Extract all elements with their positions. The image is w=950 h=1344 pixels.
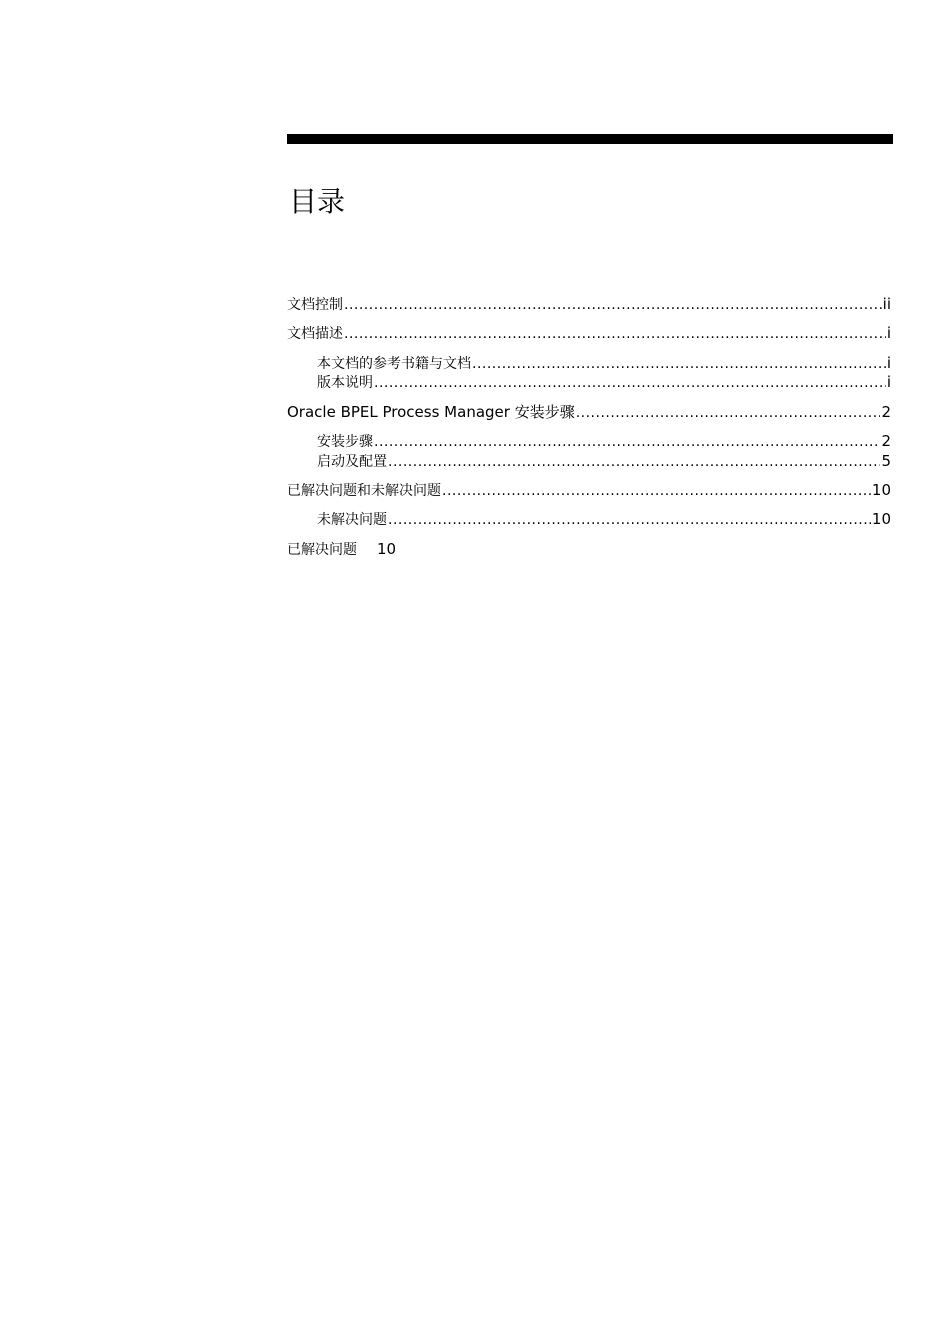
toc-entry-label: 安装步骤 bbox=[317, 434, 373, 450]
toc-leader-dots bbox=[374, 373, 886, 393]
toc-page-number: i bbox=[886, 324, 891, 342]
toc-entry-reference-books[interactable] bbox=[317, 353, 891, 373]
toc-entry-resolved-unresolved-issues[interactable] bbox=[287, 480, 891, 500]
toc-entry-document-description[interactable] bbox=[287, 323, 891, 343]
toc-page-number: i bbox=[886, 373, 891, 391]
toc-entry-startup-config[interactable] bbox=[317, 451, 891, 471]
toc-leader-dots bbox=[344, 324, 886, 344]
toc-entry-label: 已解决问题和未解决问题 bbox=[287, 483, 441, 499]
toc-leader-dots bbox=[388, 452, 880, 472]
toc-entry-install-steps[interactable] bbox=[317, 431, 891, 451]
toc-leader-dots bbox=[344, 295, 882, 315]
toc-entry-label: 文档控制 bbox=[287, 297, 343, 313]
header-rule bbox=[287, 134, 893, 144]
toc-entry-version-notes[interactable] bbox=[317, 372, 891, 392]
toc-entry-label: 启动及配置 bbox=[317, 454, 387, 470]
toc-page-number: 10 bbox=[377, 540, 397, 558]
toc-entry-label: 未解决问题 bbox=[317, 512, 387, 528]
toc-leader-dots bbox=[388, 510, 871, 530]
toc-page-number: 2 bbox=[881, 432, 891, 450]
toc-page-number: ii bbox=[882, 295, 891, 313]
toc-entry-bpel-install-steps[interactable] bbox=[287, 402, 891, 422]
toc-entry-label: Oracle BPEL Process Manager 安装步骤 bbox=[287, 403, 575, 421]
toc-page-number: i bbox=[886, 354, 891, 372]
toc-entry-unresolved-issues[interactable] bbox=[317, 509, 891, 529]
toc-leader-dots bbox=[472, 354, 886, 374]
toc-leader-dots bbox=[576, 403, 881, 423]
toc-page-number: 10 bbox=[871, 481, 891, 499]
toc-page-number: 5 bbox=[881, 452, 891, 470]
toc-leader-dots bbox=[442, 481, 871, 501]
toc-leader-dots bbox=[374, 432, 880, 452]
toc-entry-document-control[interactable] bbox=[287, 294, 891, 314]
toc-entry-label: 已解决问题 bbox=[287, 542, 357, 558]
toc-entry-resolved-issues[interactable] bbox=[287, 539, 891, 559]
toc-page-number: 10 bbox=[871, 510, 891, 528]
page-title: 目录 bbox=[289, 185, 346, 218]
toc-entry-label: 本文档的参考书籍与文档 bbox=[317, 356, 471, 372]
toc-entry-label: 文档描述 bbox=[287, 326, 343, 342]
toc-entry-label: 版本说明 bbox=[317, 375, 373, 391]
toc-page-number: 2 bbox=[881, 403, 891, 421]
